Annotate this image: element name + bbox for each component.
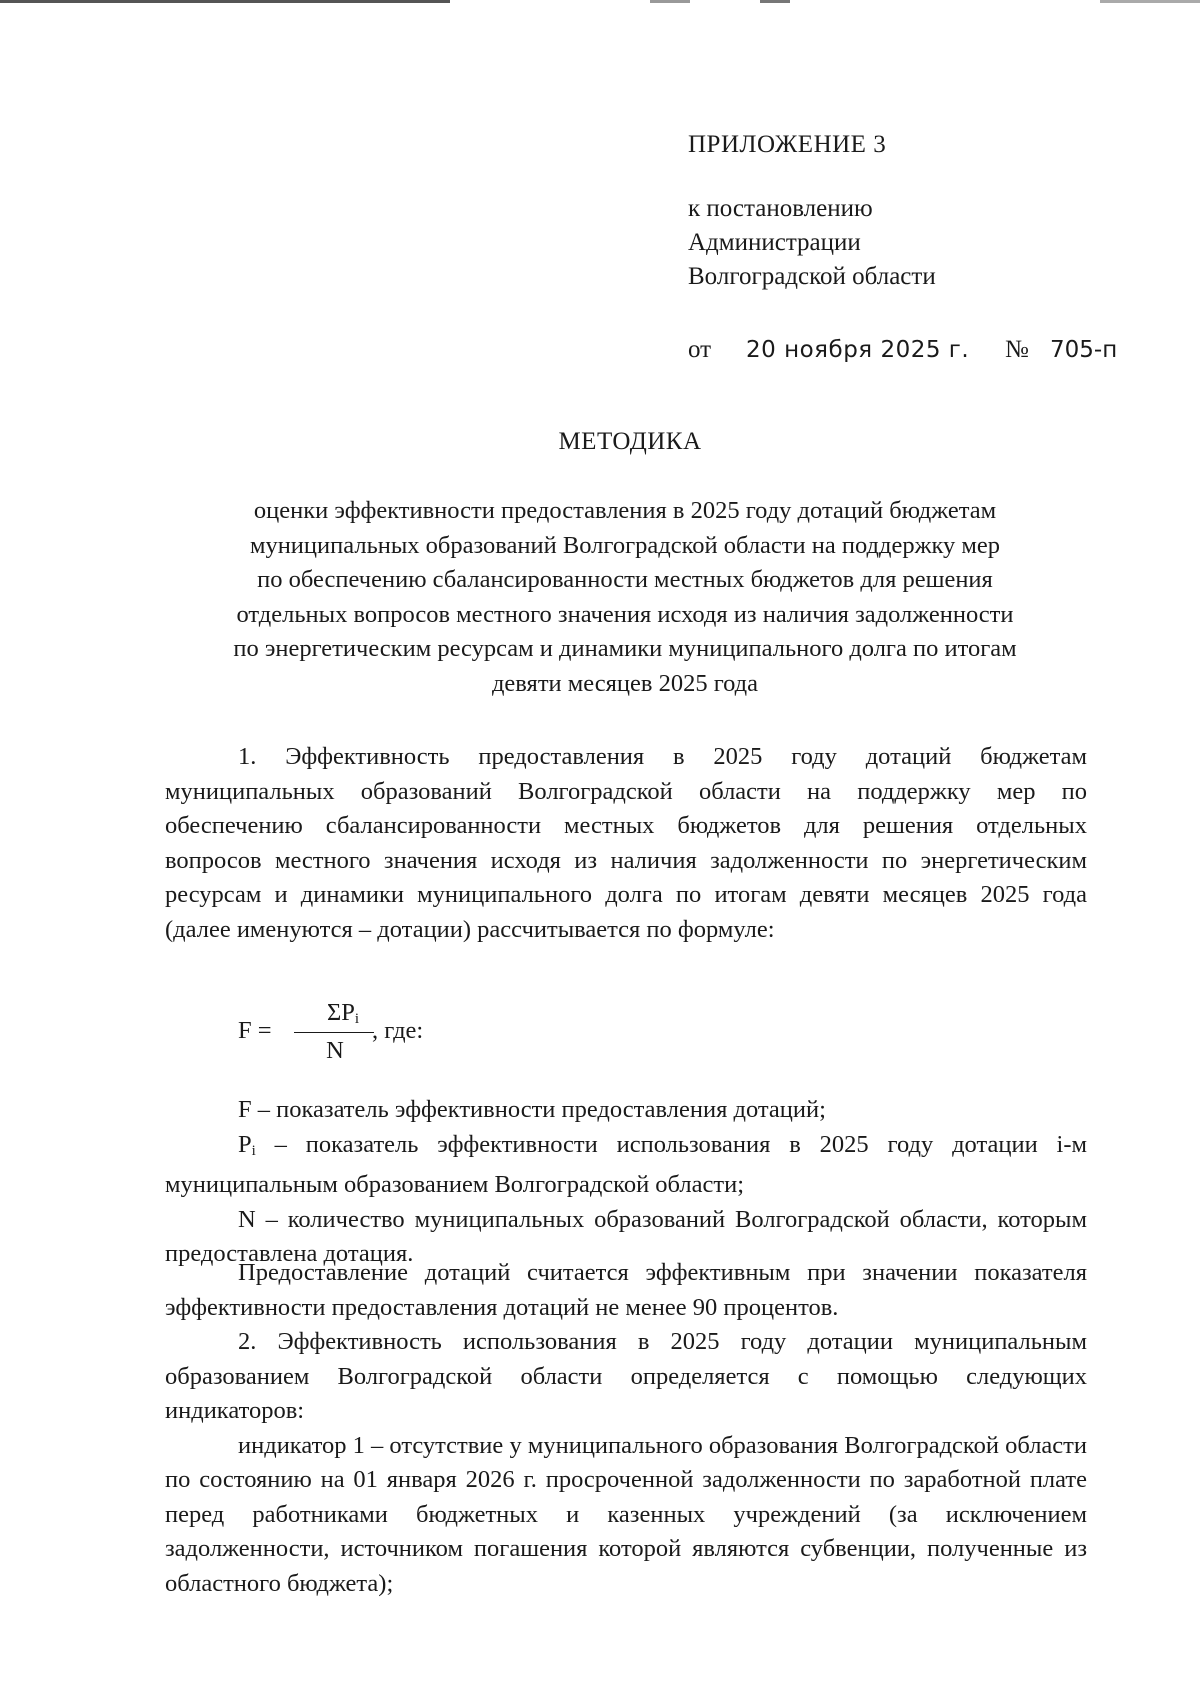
legend-p-text: – показатель эффективности использования в 2025 году дотации i-м муниципальным образованием Волгоградской области; — [165, 1130, 1087, 1198]
formula-lhs: F = — [238, 1017, 272, 1044]
subtitle-line: по энергетическим ресурсам и динамики муниципального долга по итогам — [233, 635, 1017, 662]
indicator-1: индикатор 1 – отсутствие у муниципального образования Волгоградской области по состоянию на 01 января 2026 г. просроченной задолженности по заработной плате перед работниками бюджетных и казенных учреждений (за исключением задолженности, источником погашения которой являются субвенции, полученные из областного бюджета); — [165, 1431, 1087, 1597]
formula-denominator: N — [326, 1037, 344, 1064]
appendix-title: ПРИЛОЖЕНИЕ 3 — [688, 131, 887, 158]
subtitle-line: оценки эффективности предоставления в 2025 году дотаций бюджетам — [253, 497, 997, 524]
legend-p-symbol: P — [238, 1130, 252, 1158]
subtitle-line: по обеспечению сбалансированности местных бюджетов для решения — [257, 566, 993, 593]
remaining-text — [165, 1256, 1087, 1601]
formula-tail: , где: — [372, 1017, 424, 1044]
appendix-header — [688, 128, 936, 294]
legend-n: N – количество муниципальных образований Волгоградской области, которым предоставлена дотация. — [165, 1205, 1087, 1267]
paragraph-1: 1. Эффективность предоставления в 2025 году дотаций бюджетам муниципальных образований Волгоградской области на поддержку мер по обеспечению сбалансированности местных бюджетов для решения отдельных вопросов местного значения исходя из наличия задолженности по энергетическим ресурсам и динамики муниципального долга по итогам девяти месяцев 2025 года (далее именуются – дотации) рассчитывается по формуле: — [165, 743, 1087, 943]
subtitle-line: девяти месяцев 2025 года — [491, 669, 759, 697]
formula-numerator-sub: i — [354, 1011, 360, 1027]
decree-line: Администрации — [688, 229, 861, 256]
date-prefix: от — [688, 336, 712, 363]
number-sign: № — [1005, 336, 1029, 363]
decree-date: 20 ноября 2025 г. — [746, 337, 970, 363]
subtitle-line: муниципальных образований Волгоградской области на поддержку мер — [249, 531, 1001, 559]
efficiency-formula — [238, 999, 538, 1069]
document-subtitle — [165, 494, 1085, 701]
formula-numerator — [308, 999, 378, 1028]
decree-line: к постановлению — [688, 195, 873, 222]
legend-p — [165, 1128, 1087, 1203]
scan-edge-artifact — [0, 0, 1200, 3]
fraction-bar — [294, 1032, 374, 1033]
decree-line: Волгоградской области — [688, 263, 936, 290]
paragraph-2: 2. Эффективность использования в 2025 году дотации муниципальным образованием Волгоградской области определяется с помощью следующих индикаторов: — [165, 1328, 1087, 1424]
decree-number: 705-п — [1050, 337, 1118, 363]
legend-f: F – показатель эффективности предоставления дотаций; — [238, 1096, 826, 1123]
formula-numerator-text: ΣP — [326, 999, 355, 1026]
document-title: МЕТОДИКА — [558, 428, 702, 455]
legend-p-sub: i — [251, 1142, 256, 1159]
subtitle-line: отдельных вопросов местного значения исходя из наличия задолженности — [236, 600, 1014, 628]
efficiency-note: Предоставление дотаций считается эффективным при значении показателя эффективности предоставления дотаций не менее 90 процентов. — [165, 1259, 1087, 1321]
formula-legend — [165, 1093, 1087, 1272]
